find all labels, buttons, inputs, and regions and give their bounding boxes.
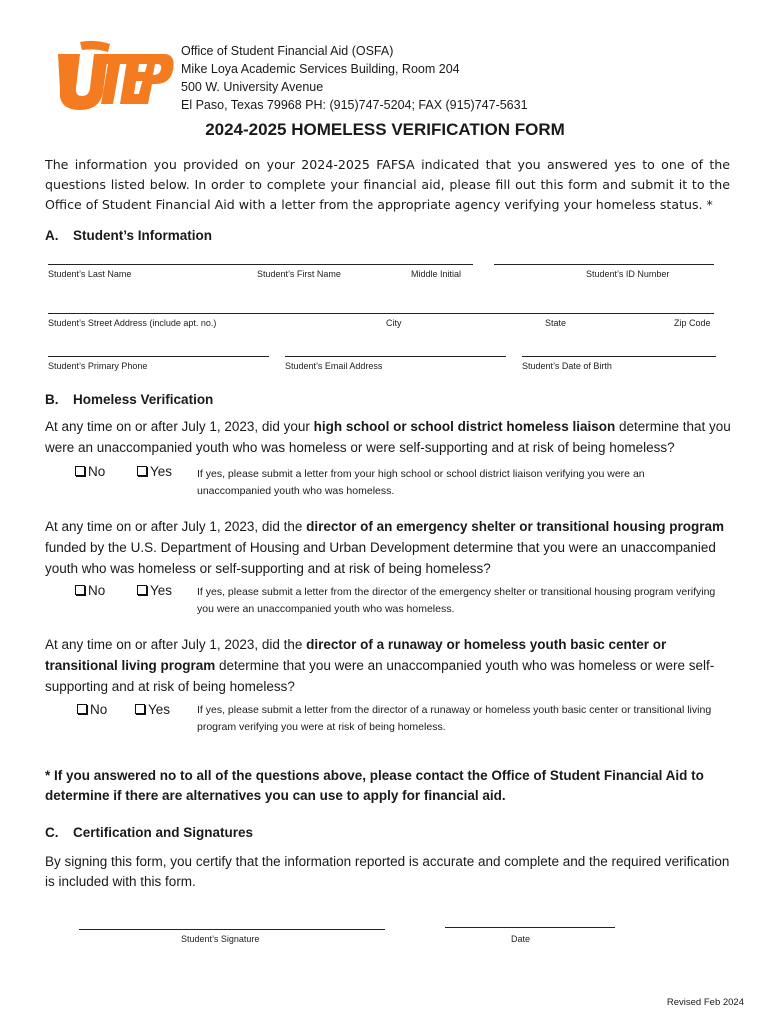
- section-letter: C.: [45, 825, 59, 840]
- revision-date: Revised Feb 2024: [666, 997, 744, 1008]
- checkbox-icon: [75, 585, 85, 595]
- section-title: Homeless Verification: [73, 392, 214, 407]
- section-b-heading: [45, 392, 213, 407]
- question-emphasis: director of an emergency shelter or transitional housing program: [306, 519, 724, 534]
- email-label: Student’s Email Address: [285, 361, 383, 371]
- state-label: State: [545, 318, 567, 328]
- question-3: [45, 634, 735, 697]
- q2-yes-checkbox[interactable]: [137, 583, 172, 598]
- question-1: [45, 416, 735, 458]
- q3-yes-checkbox[interactable]: [135, 702, 170, 717]
- q3-no-checkbox[interactable]: [77, 702, 107, 717]
- certification-text: By signing this form, you certify that the information reported is accurate and complete and the required verification is included with this form.: [45, 854, 730, 889]
- option-label: No: [90, 702, 108, 717]
- middle-initial-label: Middle Initial: [411, 269, 462, 279]
- question-text: At any time on or after July 1, 2023, did the: [45, 519, 307, 534]
- checkbox-icon: [77, 704, 87, 714]
- first-name-label: Student’s First Name: [257, 269, 341, 279]
- section-c-heading: [45, 825, 253, 840]
- last-name-label: Student’s Last Name: [48, 269, 132, 279]
- street-label: Student’s Street Address (include apt. no.): [48, 318, 217, 328]
- signature-label: Student’s Signature: [181, 934, 260, 944]
- city-label: City: [386, 318, 402, 328]
- checkbox-icon: [137, 585, 147, 595]
- question-text: determine that you were an unaccompanied youth who was homeless or were self-supporting and at risk of being homeless?: [45, 419, 731, 455]
- q1-no-checkbox[interactable]: [75, 464, 105, 479]
- q3-note: If yes, please submit a letter from the director of a runaway or homeless youth basic center or transitional living program verifying you were at risk of being homeless.: [197, 704, 712, 733]
- date-label: Date: [511, 934, 531, 944]
- id-number-field[interactable]: [494, 264, 714, 265]
- zip-label: Zip Code: [674, 318, 711, 328]
- last-first-middle-field[interactable]: [48, 264, 473, 265]
- office-line: El Paso, Texas 79968 PH: (915)747-5204; FAX (915)747-5631: [181, 98, 528, 112]
- checkbox-icon: [75, 466, 85, 476]
- question-text: At any time on or after July 1, 2023, did your: [45, 419, 314, 434]
- office-address: [181, 42, 528, 114]
- section-letter: B.: [45, 392, 59, 407]
- option-label: Yes: [150, 583, 173, 598]
- checkbox-icon: [137, 466, 147, 476]
- option-label: No: [88, 583, 106, 598]
- dob-label: Student’s Date of Birth: [522, 361, 612, 371]
- email-field[interactable]: [285, 356, 506, 357]
- option-label: Yes: [148, 702, 171, 717]
- checkbox-icon: [135, 704, 145, 714]
- intro-paragraph: The information you provided on your 2024-2025 FAFSA indicated that you answered yes to one of the questions listed below. In order to complete your financial aid, please fill out this form and submit it to the Office of Student Financial Aid with a letter from the appropriate agency verifying your homeless status. *: [45, 157, 730, 212]
- office-line: Office of Student Financial Aid (OSFA): [181, 44, 394, 58]
- date-field[interactable]: [445, 927, 615, 928]
- utep-logo: [50, 40, 174, 116]
- section-title: Certification and Signatures: [73, 825, 254, 840]
- option-label: No: [88, 464, 106, 479]
- section-a-heading: [45, 228, 212, 243]
- question-text: determine that you were an unaccompanied youth who was homeless or were self-supporting and at risk of being homeless?: [45, 658, 715, 694]
- id-number-label: Student’s ID Number: [586, 269, 670, 279]
- form-title: 2024-2025 HOMELESS VERIFICATION FORM: [205, 120, 565, 139]
- section-letter: A.: [45, 228, 59, 243]
- office-line: Mike Loya Academic Services Building, Room 204: [181, 62, 460, 76]
- address-field[interactable]: [48, 313, 714, 314]
- no-answers-warning: * If you answered no to all of the questions above, please contact the Office of Student Financial Aid to determine if there are alternatives you can use to apply for financial aid.: [45, 768, 704, 803]
- phone-field[interactable]: [48, 356, 269, 357]
- office-line: 500 W. University Avenue: [181, 80, 324, 94]
- phone-label: Student’s Primary Phone: [48, 361, 148, 371]
- question-emphasis: director of a runaway or homeless youth basic center or transitional living program: [45, 637, 667, 673]
- q1-yes-checkbox[interactable]: [137, 464, 172, 479]
- q2-no-checkbox[interactable]: [75, 583, 105, 598]
- question-text: funded by the U.S. Department of Housing and Urban Development determine that you were an unaccompanied youth who was homeless or self-supporting and at risk of being homeless?: [45, 540, 716, 576]
- question-2: [45, 516, 735, 579]
- q1-note: If yes, please submit a letter from your high school or school district liaison verifying you were an unaccompanied youth who was homeless.: [197, 468, 645, 497]
- dob-field[interactable]: [522, 356, 716, 357]
- question-text: At any time on or after July 1, 2023, did the: [45, 637, 307, 652]
- section-title: Student’s Information: [73, 228, 212, 243]
- signature-field[interactable]: [79, 929, 385, 930]
- option-label: Yes: [150, 464, 173, 479]
- q2-note: If yes, please submit a letter from the director of the emergency shelter or transitional housing program verifying you were an unaccompanied youth who was homeless.: [197, 586, 716, 615]
- question-emphasis: high school or school district homeless liaison: [313, 419, 616, 434]
